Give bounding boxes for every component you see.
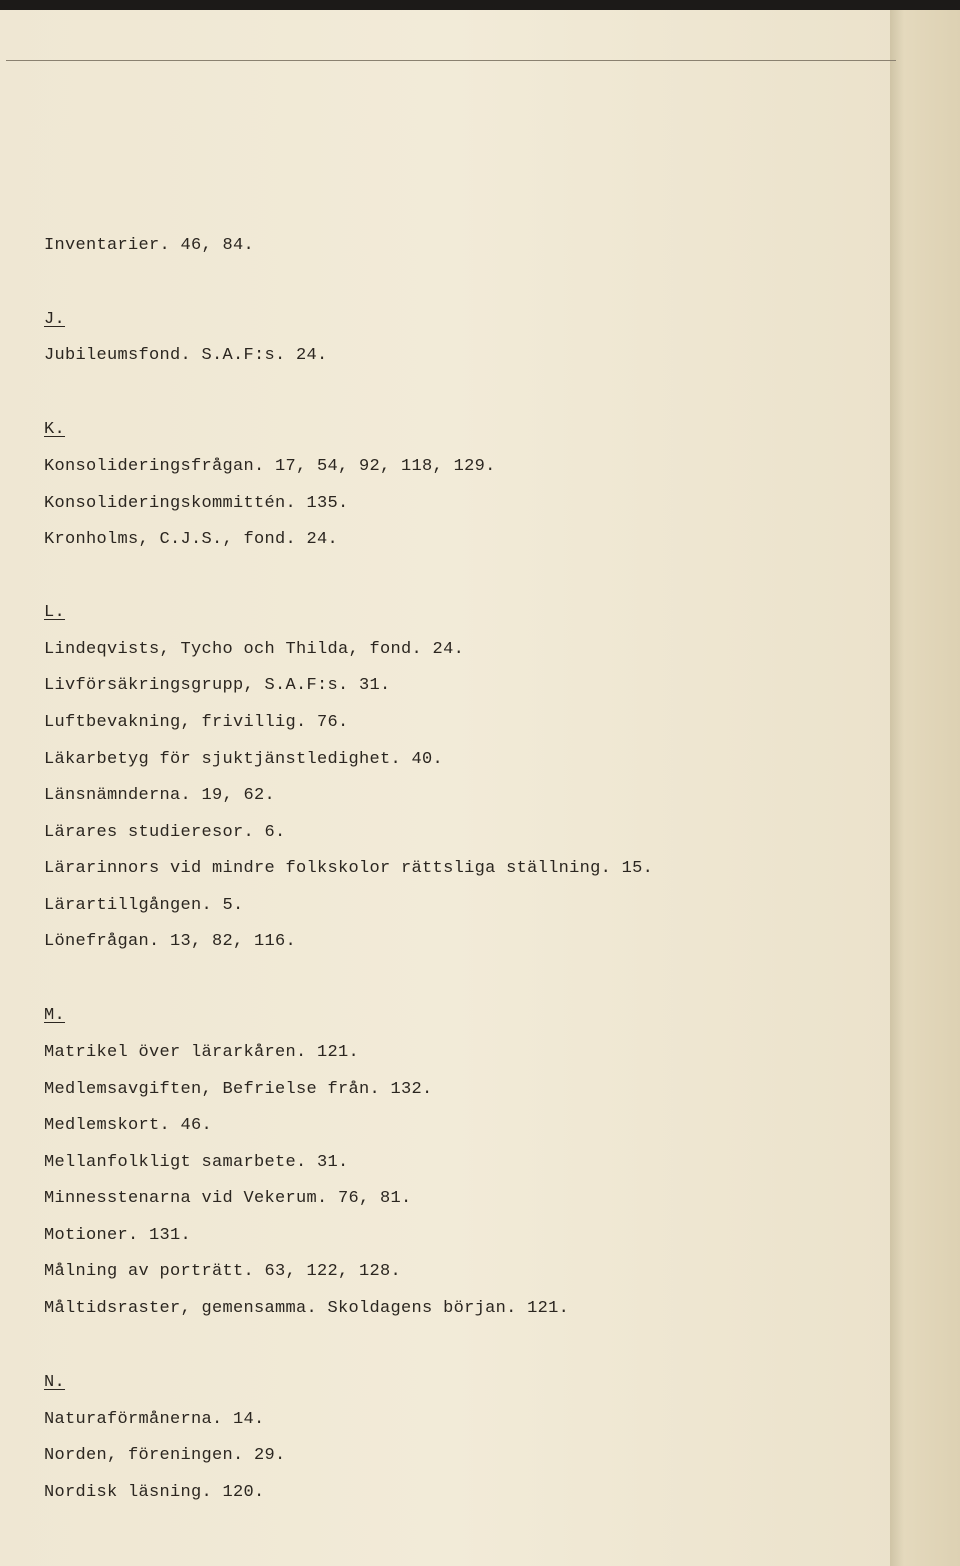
page-edge xyxy=(890,10,960,1566)
index-entry: Naturaförmånerna. 14. xyxy=(44,1410,265,1429)
index-entry: Matrikel över lärarkåren. 121. xyxy=(44,1043,360,1062)
index-entry: Konsolideringsfrågan. 17, 54, 92, 118, 129. xyxy=(44,457,496,476)
index-entry: Minnesstenarna vid Vekerum. 76, 81. xyxy=(44,1189,412,1208)
index-entry: Luftbevakning, frivillig. 76. xyxy=(44,713,349,732)
index-entry: Inventarier. 46, 84. xyxy=(44,236,255,255)
index-entry: Konsolideringskommittén. 135. xyxy=(44,494,349,513)
index-entry: Läkarbetyg för sjuktjänstledighet. 40. xyxy=(44,750,444,769)
index-entry: Måltidsraster, gemensamma. Skoldagens början. 121. xyxy=(44,1299,570,1318)
letter-heading-n: N. xyxy=(44,1373,66,1392)
index-entry: Norden, föreningen. 29. xyxy=(44,1446,286,1465)
index-entry: Lärartillgången. 5. xyxy=(44,896,244,915)
index-entry: Nordisk läsning. 120. xyxy=(44,1483,265,1502)
index-entry: Kronholms, C.J.S., fond. 24. xyxy=(44,530,339,549)
letter-heading-m: M. xyxy=(44,1006,66,1025)
top-rule xyxy=(6,60,896,61)
index-entry: Lärarinnors vid mindre folkskolor rättsliga ställning. 15. xyxy=(44,859,654,878)
index-entry: Lindeqvists, Tycho och Thilda, fond. 24. xyxy=(44,640,465,659)
index-entry: Lönefrågan. 13, 82, 116. xyxy=(44,932,297,951)
index-entry: Motioner. 131. xyxy=(44,1226,192,1245)
index-entry: Medlemskort. 46. xyxy=(44,1116,213,1135)
index-entry: Länsnämnderna. 19, 62. xyxy=(44,786,276,805)
letter-heading-l: L. xyxy=(44,603,66,622)
letter-heading-j: J. xyxy=(44,310,66,329)
index-entry: Lärares studieresor. 6. xyxy=(44,823,286,842)
index-entry: Jubileumsfond. S.A.F:s. 24. xyxy=(44,346,328,365)
scan-top-strip xyxy=(0,0,960,10)
index-entry: Medlemsavgiften, Befrielse från. 132. xyxy=(44,1080,433,1099)
index-entry: Mellanfolkligt samarbete. 31. xyxy=(44,1153,349,1172)
index-entry: Målning av porträtt. 63, 122, 128. xyxy=(44,1262,402,1281)
letter-heading-k: K. xyxy=(44,420,66,439)
index-entry: Livförsäkringsgrupp, S.A.F:s. 31. xyxy=(44,676,391,695)
